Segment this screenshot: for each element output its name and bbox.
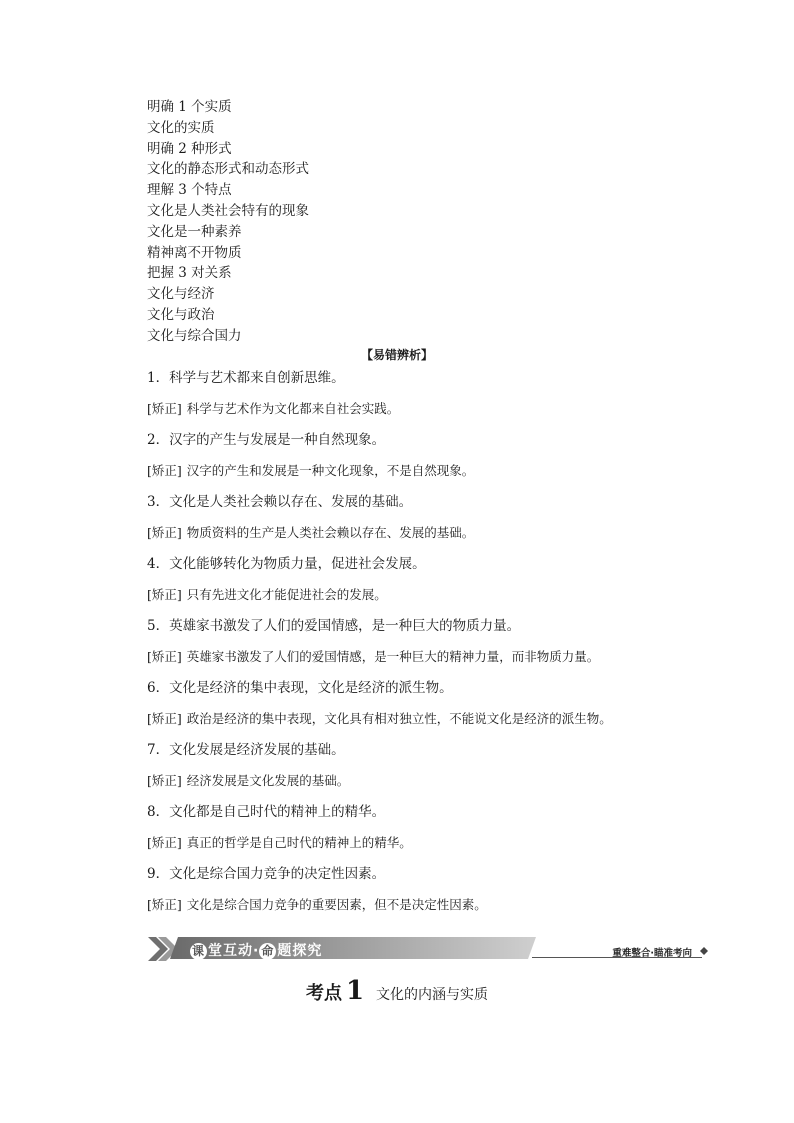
correction-row — [147, 649, 687, 680]
correction-tag: [矫正] — [147, 711, 182, 726]
diamond-icon — [700, 947, 708, 955]
correction-row — [147, 587, 687, 618]
banner-right-text: 重难整合·瞄准考向 — [612, 948, 692, 959]
correction-row — [147, 463, 687, 494]
error-statement: 4．文化能够转化为物质力量，促进社会发展。 — [147, 556, 426, 572]
correction-tag: [矫正] — [147, 463, 182, 478]
correction-text: 政治是经济的集中表现，文化具有相对独立性，不能说文化是经济的派生物。 — [186, 711, 612, 726]
error-section-title: 【易错辨析】 — [360, 348, 433, 362]
correction-row — [147, 773, 687, 804]
correction-tag: [矫正] — [147, 897, 182, 912]
kaodian-number: 1 — [345, 976, 365, 1006]
error-statement: 3．文化是人类社会赖以存在、发展的基础。 — [147, 494, 413, 510]
knowledge-summary — [147, 97, 567, 347]
correction-tag: [矫正] — [147, 401, 182, 416]
correction-row — [147, 525, 687, 556]
kaodian-text: 文化的内涵与实质 — [376, 987, 489, 1003]
summary-item: 文化与综合国力 — [147, 327, 242, 344]
error-statement: 2．汉字的产生与发展是一种自然现象。 — [147, 432, 386, 448]
summary-item: 文化是一种素养 — [147, 223, 242, 240]
summary-heading: 把握 3 对关系 — [147, 265, 232, 282]
summary-heading: 明确 2 种形式 — [147, 140, 232, 157]
summary-heading: 明确 1 个实质 — [147, 99, 232, 115]
correction-row — [147, 401, 687, 432]
correction-text: 真正的哲学是自己时代的精神上的精华。 — [186, 835, 412, 850]
correction-text: 科学与艺术作为文化都来自社会实践。 — [186, 401, 400, 416]
correction-tag: [矫正] — [147, 835, 182, 850]
error-statement: 6．文化是经济的集中表现，文化是经济的派生物。 — [147, 680, 453, 696]
summary-item: 精神离不开物质 — [147, 244, 242, 261]
correction-text: 汉字的产生和发展是一种文化现象，不是自然现象。 — [186, 463, 475, 478]
summary-item: 文化的静态形式和动态形式 — [147, 161, 309, 178]
kaodian-label: 考点 — [305, 983, 342, 1004]
correction-row — [147, 711, 687, 742]
summary-item: 文化与经济 — [147, 286, 215, 303]
error-statement: 7．文化发展是经济发展的基础。 — [147, 742, 345, 758]
error-statement: 9．文化是综合国力竞争的决定性因素。 — [147, 866, 386, 882]
kaodian-heading — [0, 976, 794, 1006]
error-statement: 5．英雄家书激发了人们的爱国情感，是一种巨大的物质力量。 — [147, 618, 521, 634]
correction-tag: [矫正] — [147, 525, 182, 540]
correction-text: 物质资料的生产是人类社会赖以存在、发展的基础。 — [186, 525, 475, 540]
correction-tag: [矫正] — [147, 649, 182, 664]
error-statement: 8．文化都是自己时代的精神上的精华。 — [147, 804, 386, 820]
banner-text: 堂互动· — [208, 943, 260, 959]
correction-row — [147, 835, 687, 866]
banner-text: 题探究 — [277, 943, 323, 959]
banner-circle-char: 命 — [261, 944, 275, 958]
correction-text: 文化是综合国力竞争的重要因素，但不是决定性因素。 — [186, 897, 487, 912]
correction-text: 经济发展是文化发展的基础。 — [186, 773, 350, 788]
summary-item: 文化的实质 — [147, 119, 215, 136]
summary-heading: 理解 3 个特点 — [147, 182, 232, 199]
correction-text: 英雄家书激发了人们的爱国情感，是一种巨大的精神力量，而非物质力量。 — [186, 649, 600, 664]
correction-tag: [矫正] — [147, 587, 182, 602]
summary-item: 文化与政治 — [147, 306, 215, 323]
banner-title — [190, 940, 322, 960]
error-statement: 1．科学与艺术都来自创新思维。 — [147, 370, 345, 386]
summary-item: 文化是人类社会特有的现象 — [147, 202, 309, 219]
correction-tag: [矫正] — [147, 773, 182, 788]
correction-row — [147, 897, 687, 928]
section-banner — [148, 935, 710, 963]
correction-text: 只有先进文化才能促进社会的发展。 — [186, 587, 387, 602]
error-analysis-list — [147, 370, 687, 928]
banner-circle-char: 课 — [191, 944, 205, 958]
